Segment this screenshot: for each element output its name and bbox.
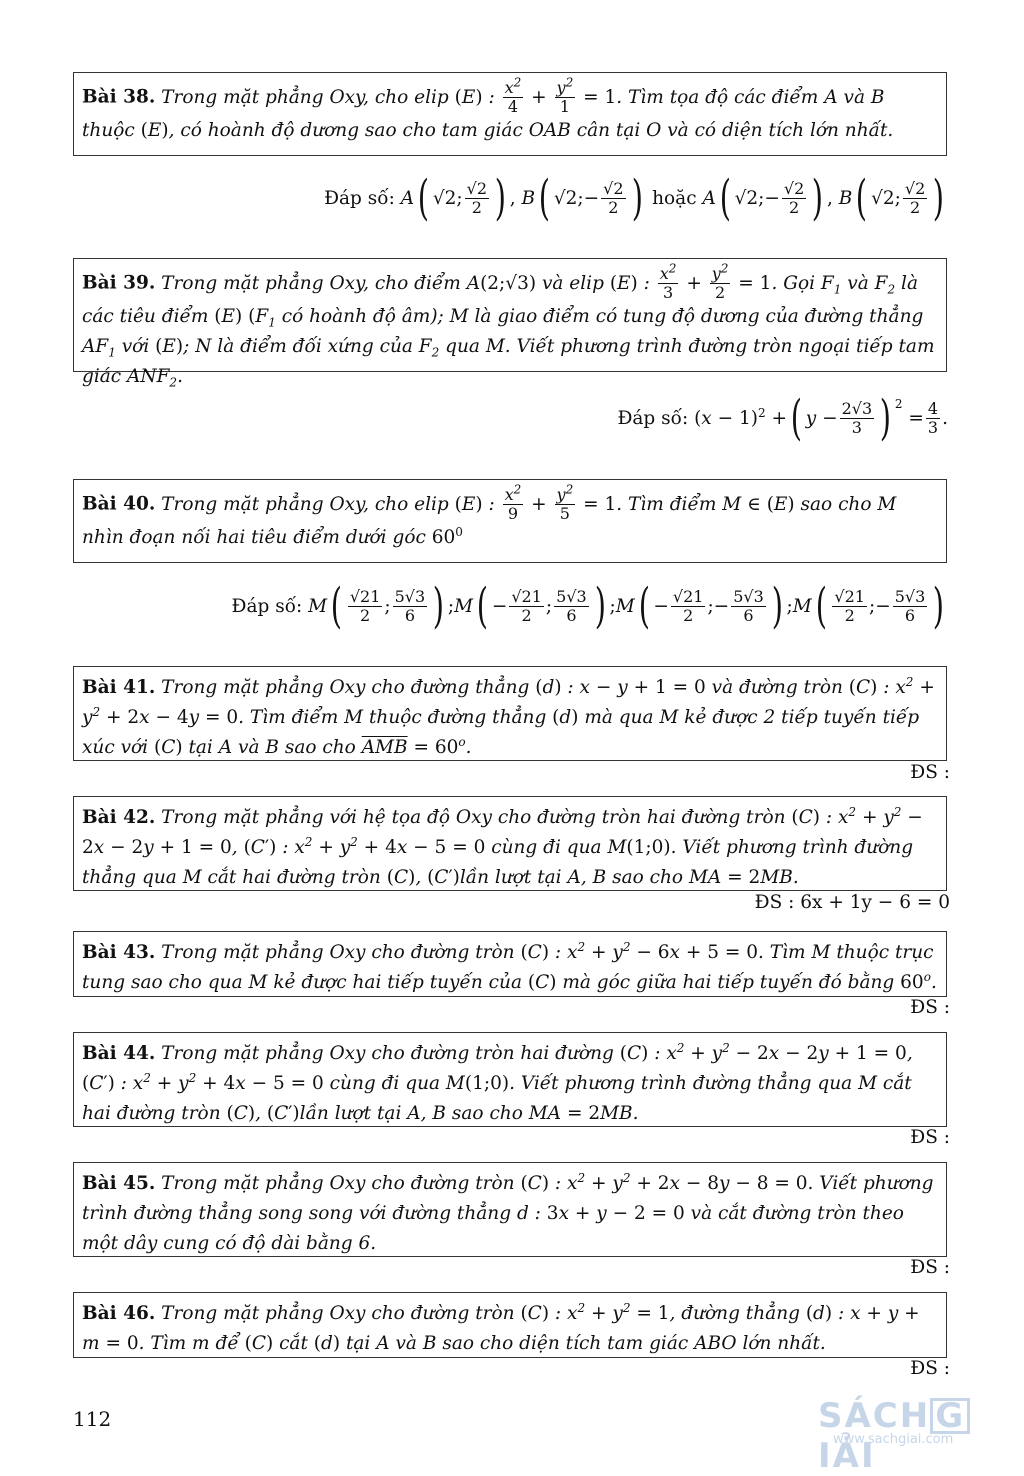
problem-44: [73, 1032, 947, 1127]
problem-label: Bài 41.: [82, 677, 156, 698]
problem-text: Trong mặt phẳng Oxy cho đường tròn (C) : $x^2 + y^2 = 1$, đường thẳng (d) : x + y + m = 0. Tìm m để (C) cắt (d) tại A và B sao cho diện tích tam giác ABO lớn nhất.: [82, 1300, 920, 1354]
problem-label: Bài 43.: [82, 942, 156, 963]
problem-43: [73, 931, 947, 997]
problem-38: [73, 72, 947, 156]
problem-label: Bài 39.: [82, 272, 156, 294]
problem-39: [73, 258, 947, 390]
problem-label: Bài 45.: [82, 1173, 156, 1194]
problem-label: Bài 40.: [82, 493, 156, 515]
problem-label: Bài 38.: [82, 86, 156, 108]
answer-40: Đáp số: M ( $\frac{√21}{2}$ ; $\frac{5√3}{6}$ ) ;M ( − $\frac{√21}{2}$ ; $\frac{5√3}{6}$ ) ;M ( − $\frac{√21}{2}$ ;− $\frac{5√3}{6}$ ) ;M ( $\frac{√21}{2}$ ;− $\frac{5√3}{6}$ ): [231, 578, 945, 634]
problem-46: [73, 1292, 947, 1358]
problem-text: Trong mặt phẳng với hệ tọa độ Oxy cho đường tròn hai đường tròn (C) : $x^2 + y^2 - 2x - 2y + 1 = 0$, (C′) : $x^2 + y^2 + 4x - 5 = 0$ cùng đi qua M(1;0). Viết phương trình đường thẳng qua M cắt hai đường tròn (C), (C′)lần lượt tại A, B sao cho MA = 2MB.: [82, 804, 923, 888]
answer-44: ĐS :: [910, 1127, 950, 1148]
page-number: 112: [73, 1407, 112, 1431]
answer-42: ĐS : 6x + 1y − 6 = 0: [754, 892, 950, 913]
answer-46: ĐS :: [910, 1358, 950, 1379]
logo-text-1: SÁCH: [818, 1396, 931, 1436]
answer-38: Đáp số: A ( √2; $\frac{√2}{2}$ ) , B ( √2;− $\frac{√2}{2}$ ) hoặc A ( √2;− $\frac{√2}{2}$ ) , B ( √2; $\frac{√2}{2}$ ): [324, 170, 945, 226]
problem-41: [73, 666, 947, 761]
problem-45: [73, 1162, 947, 1257]
logo-text-3: IẢI: [818, 1436, 876, 1476]
answer-41: ĐS :: [910, 762, 950, 783]
answer-39: Đáp số: $(x - 1)^2$ + ( y − $\frac{2√3}{3}$ ) $^2$ = $\frac{4}{3}$ .: [617, 390, 948, 446]
problem-text: Trong mặt phẳng Oxy cho đường tròn (C) : $x^2 + y^2 - 6x + 5 = 0$. Tìm M thuộc trục tung sao cho qua M kẻ được hai tiếp tuyến của (C) mà góc giữa hai tiếp tuyến đó bằng 60$^o$.: [82, 939, 937, 993]
problem-label: Bài 46.: [82, 1303, 156, 1324]
problem-text: Trong mặt phẳng Oxy, cho elip (E) : $\frac{x^2}{4}$ + $\frac{y^2}{1}$ = 1. Tìm tọa độ các điểm A và B thuộc (E), có hoành độ dương sao cho tam giác OAB cân tại O và có diện tích lớn nhất.: [82, 75, 894, 141]
answer-45: ĐS :: [910, 1257, 950, 1278]
problem-label: Bài 44.: [82, 1043, 156, 1064]
answer-43: ĐS :: [910, 997, 950, 1018]
logo-text-2: G: [930, 1398, 970, 1434]
problem-label: Bài 42.: [82, 807, 156, 828]
problem-text: Trong mặt phẳng Oxy cho đường thẳng (d) : x − y + 1 = 0 và đường tròn (C) : $x^2 + y^2 + 2x - 4y = 0$. Tìm điểm M thuộc đường thẳng (d) mà qua M kẻ được 2 tiếp tuyến tiếp xúc với (C) tại A và B sao cho $\overline{AMB} = 60^o$.: [82, 674, 935, 758]
problem-text: Trong mặt phẳng Oxy, cho điểm A(2;√3) và elip (E) : $\frac{x^2}{3}$ + $\frac{y^2}{2}$ = 1. Gọi $F_1$ và $F_2$ là các tiêu điểm (E) ($F_1$ có hoành độ âm); M là giao điểm có tung độ dương của đường thẳng $AF_1$ với (E); N là điểm đối xứng của $F_2$ qua M. Viết phương trình đường tròn ngoại tiếp tam giác $ANF_2$.: [82, 261, 935, 390]
problem-42: [73, 796, 947, 891]
problem-40: [73, 479, 947, 563]
site-url: www.sachgiai.com: [833, 1432, 954, 1447]
problem-text: Trong mặt phẳng Oxy cho đường tròn (C) : $x^2 + y^2 + 2x - 8y - 8 = 0$. Viết phương trình đường thẳng song song với đường thẳng d : 3x + y − 2 = 0 và cắt đường tròn theo một dây cung có độ dài bằng 6.: [82, 1170, 934, 1254]
problem-text: Trong mặt phẳng Oxy cho đường tròn hai đường (C) : $x^2 + y^2 - 2x - 2y + 1 = 0$, (C′) : $x^2 + y^2 + 4x - 5 = 0$ cùng đi qua M(1;0). Viết phương trình đường thẳng qua M cắt hai đường tròn (C), (C′)lần lượt tại A, B sao cho MA = 2MB.: [82, 1040, 913, 1124]
problem-text: Trong mặt phẳng Oxy, cho elip (E) : $\frac{x^2}{9}$ + $\frac{y^2}{5}$ = 1. Tìm điểm M ∈ (E) sao cho M nhìn đoạn nối hai tiêu điểm dưới góc $60^0$: [82, 482, 897, 548]
